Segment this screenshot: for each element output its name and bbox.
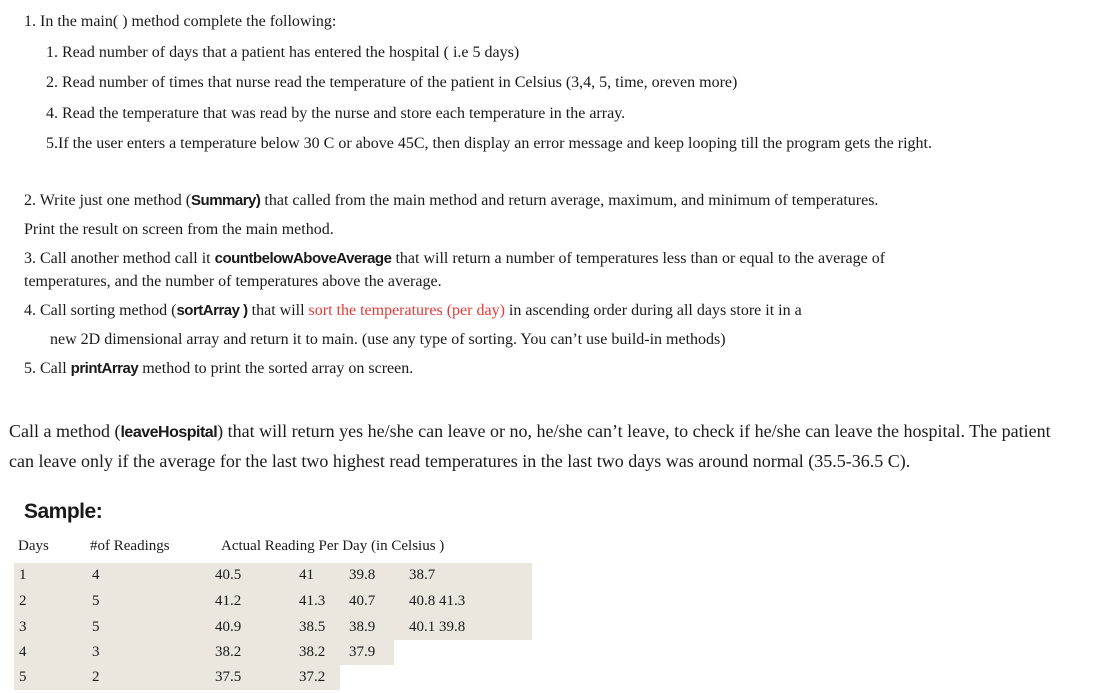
cell-temp: 40.8 41.3 [409,593,466,609]
cell-day: 2 [19,593,27,609]
cell-temp: 38.2 [215,644,242,660]
section1-item-1: 1. Read number of days that a patient has entered the hospital ( i.e 5 days) [46,44,520,61]
cell-temp: 40.7 [349,593,376,609]
cell-count: 5 [92,593,100,609]
cell-temp: 40.1 39.8 [409,619,466,635]
task4-highlight: sort the temperatures (per day) [308,302,505,319]
leave-hospital-line1: Call a method (leaveHospital) that will return yes he/she can leave or no, he/she can’t leave, to check if he/she can leave the hospital. The patient [9,421,1051,441]
section1-heading: 1. In the main( ) method complete the following: [24,13,337,30]
task2-line1: 2. Write just one method (Summary) that called from the main method and return average, maximum, and minimum of temperatures. [24,192,879,209]
cell-temp: 38.2 [299,644,326,660]
task3-line2: temperatures, and the number of temperatures above the average. [24,273,442,290]
cell-count: 5 [92,619,100,635]
cell-count: 4 [92,567,100,583]
task3-line1: 3. Call another method call it countbelowAboveAverage that will return a number of temperatures less than or equal to the average of [24,250,886,267]
section1-item-3: 4. Read the temperature that was read by the nurse and store each temperature in the array. [46,105,626,122]
table-shaded-band-row4 [14,640,394,665]
section1-item-4: 5.If the user enters a temperature below 30 C or above 45C, then display an error message and keep looping till the program gets the right. [46,135,932,152]
cell-temp: 37.5 [215,669,242,685]
header-readings: #of Readings [90,538,170,554]
cell-temp: 37.9 [349,644,376,660]
cell-count: 2 [92,669,100,685]
header-days: Days [18,538,49,554]
task5-line: 5. Call printArray method to print the sorted array on screen. [24,360,414,377]
cell-count: 3 [92,644,100,660]
cell-temp: 41.2 [215,593,242,609]
task4-line1: 4. Call sorting method (sortArray ) that will sort the temperatures (per day) in ascending order during all days store it in a [24,302,802,319]
leave-hospital-line2: can leave only if the average for the last two highest read temperatures in the last two days was around normal (35.5-36.5 C). [9,451,911,471]
header-actual: Actual Reading Per Day (in Celsius ) [221,538,445,554]
cell-temp: 38.5 [299,619,326,635]
cell-temp: 41 [299,567,314,583]
table-shaded-band-row5 [14,665,340,690]
section1-item-2: 2. Read number of times that nurse read the temperature of the patient in Celsius (3,4, 5, time, oreven more) [46,74,738,91]
cell-temp: 39.8 [349,567,376,583]
sample-title: Sample: [24,500,103,523]
cell-temp: 41.3 [299,593,326,609]
cell-temp: 38.9 [349,619,376,635]
cell-temp: 40.5 [215,567,242,583]
cell-day: 4 [19,644,27,660]
cell-day: 5 [19,669,27,685]
task4-line2: new 2D dimensional array and return it to main. (use any type of sorting. You can’t use build-in methods) [50,331,726,348]
cell-day: 3 [19,619,27,635]
cell-temp: 38.7 [409,567,436,583]
cell-temp: 37.2 [299,669,326,685]
cell-temp: 40.9 [215,619,242,635]
task2-line2: Print the result on screen from the main method. [24,221,334,238]
cell-day: 1 [19,567,27,583]
